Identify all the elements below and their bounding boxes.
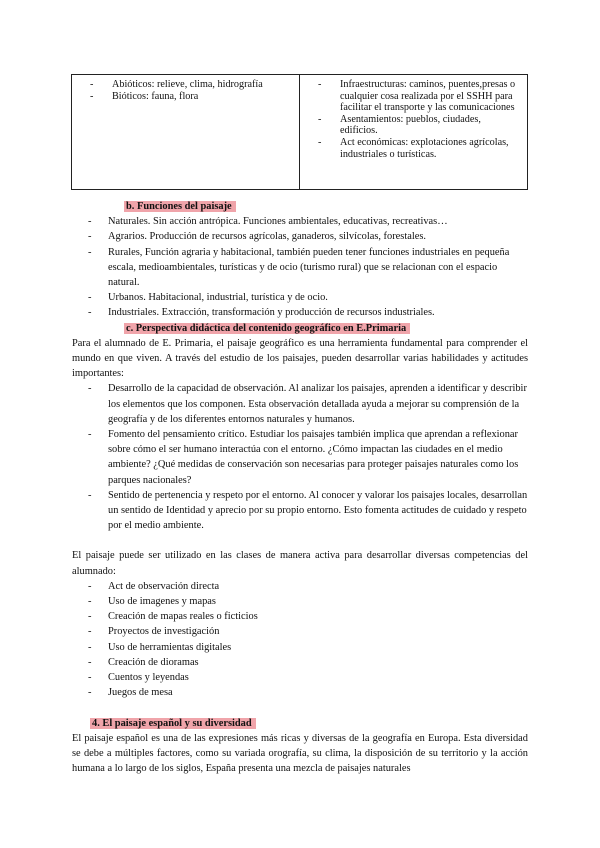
natural-elements-list — [78, 79, 293, 102]
list-item: - Act económicas: explotaciones agrícolas, industriales o turísticas. — [306, 137, 521, 160]
list-item: - Uso de herramientas digitales — [72, 640, 528, 655]
list-item: - Desarrollo de la capacidad de observación. Al analizar los paisajes, aprenden a identificar y describir los elementos que los componen. Esta observación detallada ayuda a mejorar su comprensión de la geografía y de los diferentes entornos naturales y humanos. — [72, 381, 528, 427]
list-item: - Cuentos y leyendas — [72, 670, 528, 685]
heading-funciones: b. Funciones del paisaje — [124, 201, 236, 212]
list-item: - Creación de mapas reales o ficticios — [72, 609, 528, 624]
list-item: - Act de observación directa — [72, 579, 528, 594]
list-item: - Agrarios. Producción de recursos agrícolas, ganaderos, silvícolas, forestales. — [72, 229, 528, 244]
intro-paragraph: Para el alumnado de E. Primaria, el paisaje geográfico es una herramienta fundamental para comprender el mundo en que viven. A través del estudio de los paisajes, pueden desarrollar varias habilidades y actitudes importantes: — [72, 337, 528, 380]
list-item: - Urbanos. Habitacional, industrial, turística y de ocio. — [72, 290, 528, 305]
list-item: - Asentamientos: pueblos, ciudades, edificios. — [306, 114, 521, 137]
list-item: - Uso de imagenes y mapas — [72, 594, 528, 609]
spacer — [72, 533, 528, 548]
list-item: - Infraestructuras: caminos, puentes,presas o cualquier cosa realizada por el SSHH para facilitar el transporte y las comunicaciones — [306, 79, 521, 114]
list-item: - Bióticos: fauna, flora — [78, 91, 293, 103]
document-body — [72, 197, 528, 776]
list-item: - Abióticos: relieve, clima, hidrografía — [78, 79, 293, 91]
activities-list — [72, 579, 528, 701]
heading-perspectiva: c. Perspectiva didáctica del contenido geográfico en E.Primaria — [124, 323, 410, 334]
competencias-paragraph: El paisaje puede ser utilizado en las clases de manera activa para desarrollar diversas competencias del alumnado: — [72, 550, 528, 577]
human-elements-cell — [300, 75, 528, 190]
natural-elements-cell — [72, 75, 300, 190]
list-item: - Industriales. Extracción, transformación y producción de recursos industriales. — [72, 305, 528, 320]
funciones-list — [72, 214, 528, 320]
spacer — [72, 701, 528, 716]
habilidades-list — [72, 381, 528, 533]
list-item: - Juegos de mesa — [72, 685, 528, 700]
section-heading — [72, 321, 528, 336]
list-item: - Creación de dioramas — [72, 655, 528, 670]
paisaje-espanol-paragraph: El paisaje español es una de las expresiones más ricas y diversas de la geografía en Europa. Esta diversidad se debe a múltiples factores, como su variada orografía, su clima, la disposición de su territorio y la acción humana a lo largo de los siglos, España presenta una mezcla de paisajes naturales — [72, 732, 528, 775]
section-heading — [72, 199, 528, 214]
list-item: - Fomento del pensamiento crítico. Estudiar los paisajes también implica que aprendan a reflexionar sobre cómo el ser humano interactúa con el entorno. ¿Cómo impactan las ciudades en el medio ambiente? ¿Qué medidas de conservación son necesarias para proteger paisajes naturales como los parques nacionales? — [72, 427, 528, 488]
list-item: - Sentido de pertenencia y respeto por el entorno. Al conocer y valorar los paisajes locales, desarrollan un sentido de Identidad y aprecio por su propio entorno. Esto fomenta actitudes de cuidado y respeto por el medio ambiente. — [72, 488, 528, 534]
human-elements-list — [306, 79, 521, 160]
list-item: - Naturales. Sin acción antrópica. Funciones ambientales, educativas, recreativas… — [72, 214, 528, 229]
heading-paisaje-espanol: 4. El paisaje español y su diversidad — [90, 718, 256, 729]
section-heading — [72, 716, 528, 731]
list-item: - Rurales, Función agraria y habitacional, también pueden tener funciones industriales en pequeña escala, medioambientales, turísticas y de ocio (turismo rural) que se relacionan con el espacio natural. — [72, 245, 528, 291]
list-item: - Proyectos de investigación — [72, 624, 528, 639]
elements-table — [71, 74, 528, 190]
